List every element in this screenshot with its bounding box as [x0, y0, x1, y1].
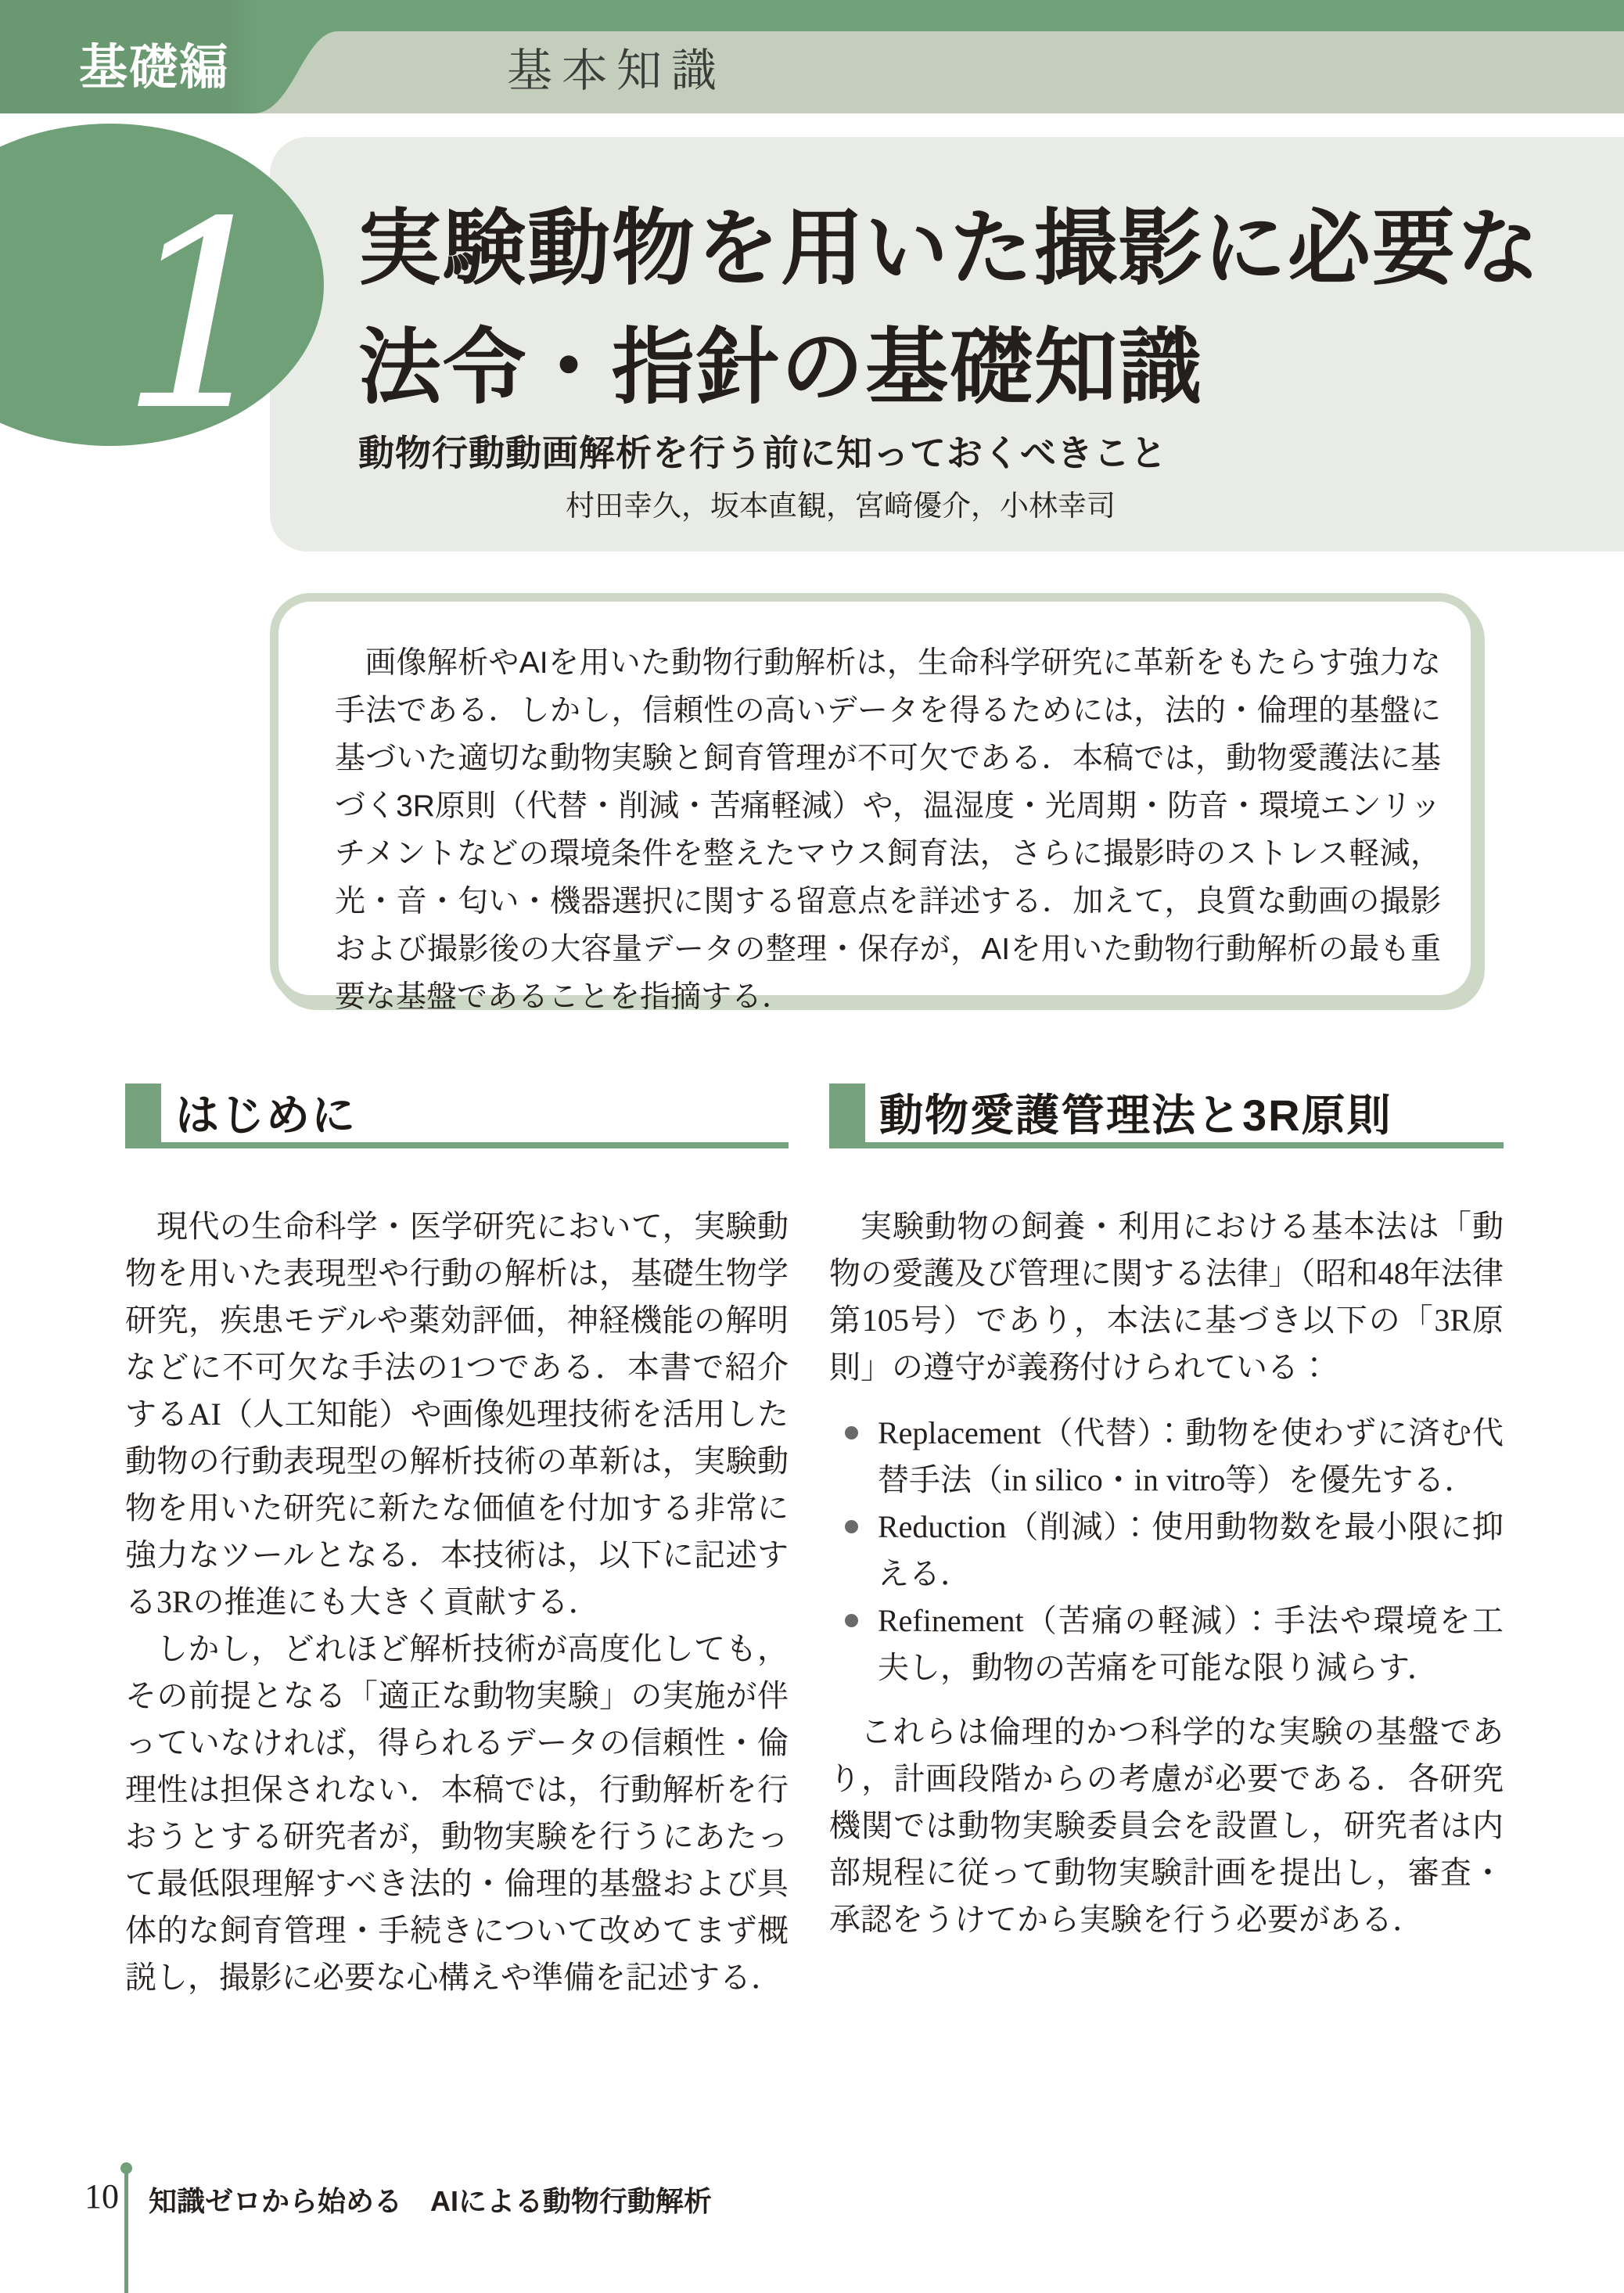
column-left	[125, 1084, 789, 2001]
section-heading-introduction	[125, 1084, 789, 1148]
category-label: 基本知識	[507, 45, 727, 96]
section-body-animal-welfare-law	[829, 1203, 1504, 1943]
abstract-box	[270, 593, 1479, 1014]
header-band-graphic	[0, 0, 1624, 113]
section-title: はじめに	[175, 1091, 357, 1140]
paragraph: これらは倫理的かつ科学的な実験の基盤であり，計画段階からの考慮が必要である．各研究機関では動物実験委員会を設置し，研究者は内部規程に従って動物実験計画を提出し，審査・承認をうけてから実験を行う必要がある．	[829, 1714, 1504, 1937]
page-number: 10	[84, 2177, 119, 2216]
column-right	[829, 1084, 1504, 1943]
chapter-authors: 村田幸久，坂本直観，宮﨑優介，小林幸司	[566, 491, 1116, 523]
paragraph: しかし，どれほど解析技術が高度化しても，その前提となる「適正な動物実験」の実施が伴っていなければ，得られるデータの信頼性・倫理性は担保されない．本稿では，行動解析を行おうとする研究者が，動物実験を行うにあたって最低限理解すべき法的・倫理的基盤および具体的な飼育管理・手続きについて改めてまず概説し，撮影に必要な心構えや準備を記述する．	[125, 1631, 789, 1995]
chapter-title	[358, 189, 1541, 427]
chapter-subtitle: 動物行動動画解析を行う前に知っておくべきこと	[358, 433, 1167, 473]
chapter-title-line2: 法令・指針の基礎知識	[358, 322, 1203, 414]
footer-divider-line	[124, 2170, 128, 2293]
heading-marker-square	[125, 1084, 161, 1142]
list-item-replacement: Replacement（代替）：動物を使わずに済む代替手法（in silico・in vitro等）を優先する．	[878, 1410, 1504, 1504]
list-item-refinement: Refinement（苦痛の軽減）：手法や環境を工夫し，動物の苦痛を可能な限り減らす．	[878, 1598, 1504, 1691]
abstract-text: 画像解析やAIを用いた動物行動解析は，生命科学研究に革新をもたらす強力な手法である．しかし，信頼性の高いデータを得るためには，法的・倫理的基盤に基づいた適切な動物実験と飼育管理が不可欠である．本稿では，動物愛護法に基づく3R原則（代替・削減・苦痛軽減）や，温湿度・光周期・防音・環境エンリッチメントなどの環境条件を整えたマウス飼育法，さらに撮影時のストレス軽減，光・音・匂い・機器選択に関する留意点を詳述する．加えて，良質な動画の撮影および撮影後の大容量データの整理・保存が，AIを用いた動物行動解析の最も重要な基盤であることを指摘する．	[335, 646, 1441, 1014]
header-tab-shape	[253, 31, 1624, 113]
paragraph: 現代の生命科学・医学研究において，実験動物を用いた表現型や行動の解析は，基礎生物学研究，疾患モデルや薬効評価，神経機能の解明などに不可欠な手法の1つである．本書で紹介するAI（人工知能）や画像処理技術を活用した動物の行動表現型の解析技術の革新は，実験動物を用いた研究に新たな価値を付加する非常に強力なツールとなる．本技術は，以下に記述する3Rの推進にも大きく貢献する．	[125, 1209, 789, 1619]
section-title: 動物愛護管理法と3R原則	[879, 1091, 1392, 1140]
series-label: 基礎編	[79, 41, 230, 95]
footer-book-title: 知識ゼロから始める AIによる動物行動解析	[149, 2185, 713, 2217]
list-item-reduction: Reduction（削減）：使用動物数を最小限に抑える．	[878, 1504, 1504, 1598]
section-body-introduction	[125, 1203, 789, 2001]
heading-marker-square	[829, 1084, 865, 1142]
chapter-title-line1: 実験動物を用いた撮影に必要な	[358, 203, 1541, 295]
three-r-list	[829, 1410, 1504, 1691]
paragraph: 実験動物の飼養・利用における基本法は「動物の愛護及び管理に関する法律」（昭和48年法律第105号）であり，本法に基づき以下の「3R原則」の遵守が義務付けられている：	[829, 1209, 1504, 1385]
section-heading-animal-welfare-law	[829, 1084, 1504, 1148]
chapter-number: 1	[120, 167, 284, 467]
